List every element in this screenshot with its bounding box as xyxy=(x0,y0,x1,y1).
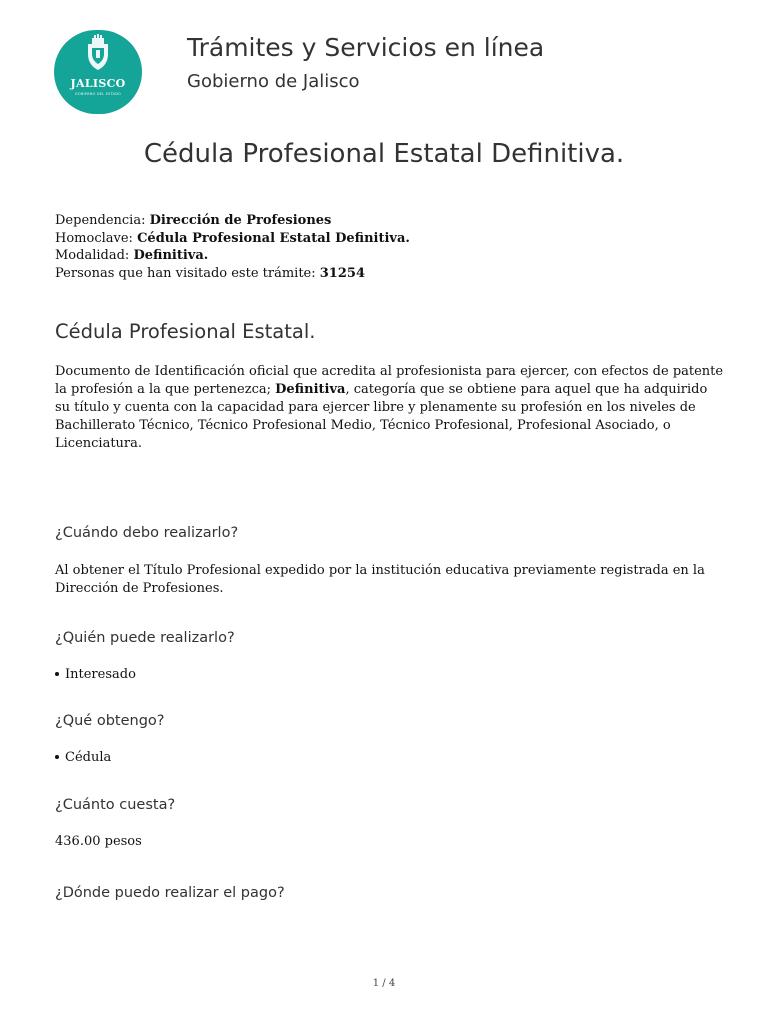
description-text-2: , categoría que se obtiene para aquel que ha adquirido su título y cuenta con la capacidad para ejercer libre y plenamente su profesión en los niveles de Bachillerato Técnico, Técnico Profesional Medio, Técnico Profesional, Profesional Asociado, o Licenciatura. xyxy=(55,382,708,451)
logo-wordmark: JALISCO xyxy=(70,77,126,90)
meta-modalidad xyxy=(55,247,410,265)
logo-subtext: GOBIERNO DEL ESTADO xyxy=(75,92,121,96)
meta-visitas-value: 31254 xyxy=(319,265,365,281)
site-title: Trámites y Servicios en línea xyxy=(187,33,545,62)
bullet-icon xyxy=(55,755,59,759)
jalisco-logo xyxy=(54,30,142,114)
when-heading: ¿Cuándo debo realizarlo? xyxy=(55,525,239,541)
meta-homoclave-value: Cédula Profesional Estatal Definitiva. xyxy=(137,230,410,246)
meta-visitas-label: Personas que han visitado este trámite: xyxy=(55,265,316,281)
what-item-text: Cédula xyxy=(65,750,112,765)
who-heading: ¿Quién puede realizarlo? xyxy=(55,630,235,646)
meta-dependencia-value: Dirección de Profesiones xyxy=(149,213,332,228)
page-header xyxy=(0,0,768,120)
procedure-metadata xyxy=(55,212,410,282)
site-subtitle: Gobierno de Jalisco xyxy=(187,71,360,92)
meta-modalidad-value: Definitiva. xyxy=(133,248,209,263)
meta-visitas xyxy=(55,265,410,283)
when-answer: Al obtener el Título Profesional expedido por la institución educativa previamente registrada en la Dirección de Profesiones. xyxy=(55,563,705,596)
coat-of-arms-icon xyxy=(54,30,142,114)
meta-modalidad-label: Modalidad: xyxy=(55,248,130,263)
who-item-text: Interesado xyxy=(65,667,136,682)
description-paragraph xyxy=(55,363,725,453)
document-title: Cédula Profesional Estatal Definitiva. xyxy=(143,139,625,169)
page-indicator: 1 / 4 xyxy=(372,978,396,989)
meta-dependencia xyxy=(55,212,410,230)
list-item xyxy=(55,750,111,765)
what-heading: ¿Qué obtengo? xyxy=(55,713,165,729)
section-title: Cédula Profesional Estatal. xyxy=(55,320,316,343)
description-bold-term: Definitiva xyxy=(275,382,346,397)
payment-heading: ¿Dónde puedo realizar el pago? xyxy=(55,885,285,901)
list-item xyxy=(55,667,136,682)
cost-answer: 436.00 pesos xyxy=(55,834,142,849)
description-text-1: Documento de Identificación oficial que acredita al profesionista para ejercer, con efectos de patente la profesión a la que pertenezca; xyxy=(55,364,724,397)
meta-homoclave xyxy=(55,230,410,248)
meta-homoclave-label: Homoclave: xyxy=(55,230,133,246)
cost-heading: ¿Cuánto cuesta? xyxy=(55,797,176,813)
meta-dependencia-label: Dependencia: xyxy=(55,213,146,228)
bullet-icon xyxy=(55,672,59,676)
